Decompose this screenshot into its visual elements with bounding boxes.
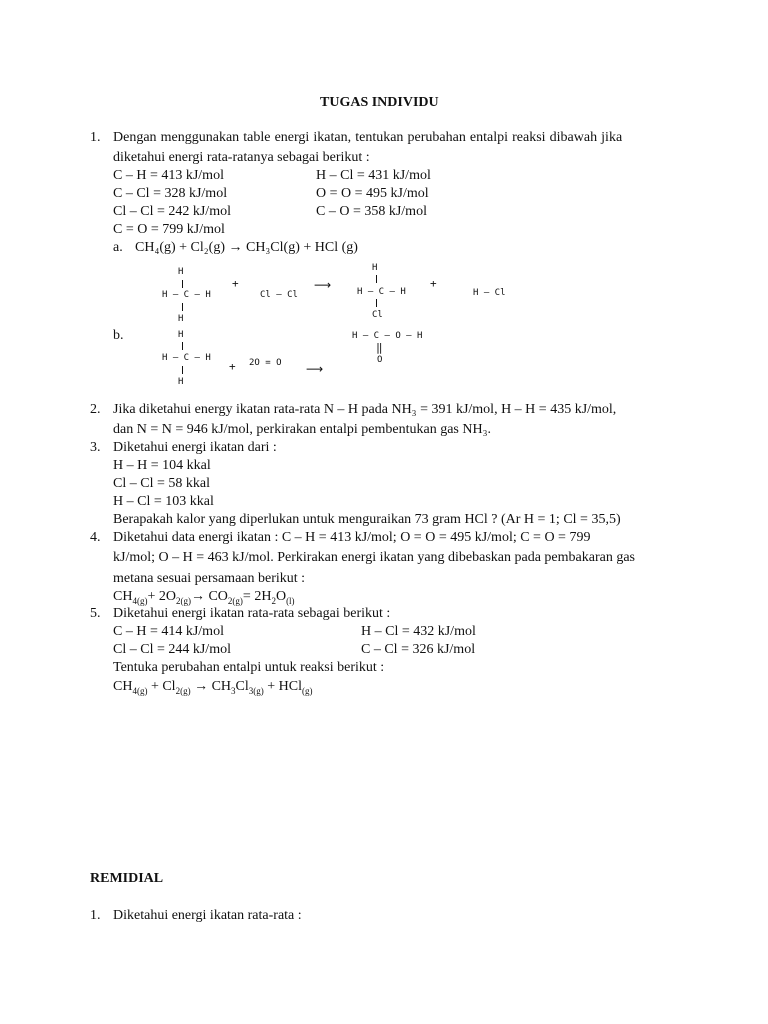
plus-sign-2: +	[430, 277, 437, 290]
methane-hch: H — C — H	[162, 290, 211, 300]
hydrogen-chloride: H — Cl	[473, 288, 506, 298]
remidial-heading: REMIDIAL	[90, 871, 164, 886]
q1-energy-ch: C – H = 413 kJ/mol	[113, 168, 224, 183]
q1-energy-co-double: C = O = 799 kJ/mol	[113, 222, 225, 237]
methane-b-bottom-h: H	[178, 377, 184, 387]
q3-value-hcl: H – Cl = 103 kkal	[113, 494, 214, 509]
q5-number: 5.	[90, 606, 101, 621]
q5-eq-ch3: → CH	[190, 679, 232, 694]
q4-eq-o2-sub: 2(g)	[175, 595, 191, 606]
chloromethane-top-bond	[376, 275, 377, 283]
q4-line3: metana sesuai persamaan berikut :	[113, 571, 306, 586]
q1-line1: Dengan menggunakan table energi ikatan, tentukan perubahan entalpi reaksi dibawah jika	[113, 130, 623, 145]
plus-sign-3: +	[229, 360, 236, 373]
q5-eq-ch4: CH	[113, 679, 133, 694]
q3-line1: Diketahui energi ikatan dari :	[113, 440, 277, 455]
q5-line1: Diketahui energi ikatan rata-rata sebagai berikut :	[113, 606, 391, 621]
q1-energy-clcl: Cl – Cl = 242 kJ/mol	[113, 204, 231, 219]
q4-eq-o2: + 2O	[147, 589, 176, 604]
methane-bottom-bond	[182, 303, 183, 311]
q4-eq-ch4-sub: 4(g)	[132, 595, 148, 606]
q3-number: 3.	[90, 440, 101, 455]
q4-eq-h2o: = 2H	[242, 589, 272, 604]
q1b-label: b.	[113, 328, 124, 343]
q4-eq-ch4: CH	[113, 589, 133, 604]
q5-energy-hcl: H – Cl = 432 kJ/mol	[361, 624, 476, 639]
q3-question: Berapakah kalor yang diperlukan untuk menguraikan 73 gram HCl ? (Ar H = 1; Cl = 35,5)	[113, 512, 621, 527]
q4-line1: Diketahui data energi ikatan : C – H = 413 kJ/mol; O = O = 495 kJ/mol; C = O = 799	[113, 530, 591, 545]
q1-energy-oo: O = O = 495 kJ/mol	[316, 186, 429, 201]
q2-line1: Jika diketahui energy ikatan rata-rata N – H pada NH₃ = 391 kJ/mol, H – H = 435 kJ/mol,	[113, 402, 617, 417]
q1-energy-ccl: C – Cl = 328 kJ/mol	[113, 186, 228, 201]
q4-number: 4.	[90, 530, 101, 545]
q2-number: 2.	[90, 402, 101, 417]
q4-eq-o: O	[275, 589, 287, 604]
q1a-equation: CH₄(g) + Cl₂(g) → CH₃Cl(g) + HCl (g)	[135, 240, 358, 255]
q4-line2: kJ/mol; O – H = 463 kJ/mol. Perkirakan energi ikatan yang dibebaskan pada pembakaran gas	[113, 550, 636, 565]
methane-b-top-h: H	[178, 330, 184, 340]
chloromethane-top-h: H	[372, 263, 378, 273]
page-title: TUGAS INDIVIDU	[320, 95, 439, 110]
q5-eq-ch4-sub: 4(g)	[132, 685, 148, 696]
q5-eq-cl3-sub: 3(g)	[248, 685, 264, 696]
q3-value-hh: H – H = 104 kkal	[113, 458, 211, 473]
chloromethane-hch: H — C — H	[357, 287, 406, 297]
q5-energy-clcl: Cl – Cl = 244 kJ/mol	[113, 642, 231, 657]
methane-b-top-bond	[182, 342, 183, 350]
q1-line2: diketahui energi rata-ratanya sebagai berikut :	[113, 150, 370, 165]
q4-eq-h2-sub: 2	[271, 595, 276, 606]
q5-question: Tentuka perubahan entalpi untuk reaksi berikut :	[113, 660, 385, 675]
chloromethane-bottom-bond	[376, 299, 377, 307]
q2-line2: dan N = N = 946 kJ/mol, perkirakan entalpi pembentukan gas NH₃.	[113, 422, 491, 437]
reaction-arrow-b: ⟶	[306, 362, 324, 376]
methane-top-h: H	[178, 267, 184, 277]
q5-energy-ccl: C – Cl = 326 kJ/mol	[361, 642, 476, 657]
carbonyl-double-bond: ‖	[376, 341, 383, 354]
reaction-arrow-a: ⟶	[314, 278, 332, 292]
chloromethane-cl: Cl	[372, 310, 383, 320]
q4-eq-liquid-sub: (l)	[286, 595, 295, 606]
q5-eq-hcl-sub: (g)	[302, 685, 313, 696]
q5-eq-cl2: + Cl	[147, 679, 176, 694]
chlorine-molecule: Cl — Cl	[260, 290, 298, 300]
q5-eq-hcl: + HCl	[263, 679, 302, 694]
remidial-q1-line1: Diketahui energi ikatan rata-rata :	[113, 908, 302, 923]
q1-number: 1.	[90, 130, 101, 145]
oxygen-molecules: 2O = O	[249, 358, 282, 368]
plus-sign-1: +	[232, 277, 239, 290]
carboxylic-acid-chain: H — C — O – H	[352, 331, 423, 341]
q5-energy-ch: C – H = 414 kJ/mol	[113, 624, 224, 639]
q5-equation	[113, 678, 313, 700]
q4-eq-co2-sub: 2(g)	[227, 595, 243, 606]
q4-eq-co2: → CO	[190, 589, 228, 604]
q3-value-clcl: Cl – Cl = 58 kkal	[113, 476, 210, 491]
methane-b-hch: H — C — H	[162, 353, 211, 363]
remidial-q1-number: 1.	[90, 908, 101, 923]
methane-top-bond	[182, 280, 183, 288]
q1-energy-hcl: H – Cl = 431 kJ/mol	[316, 168, 431, 183]
q5-eq-cl3: Cl	[235, 679, 249, 694]
methane-bottom-h: H	[178, 314, 184, 324]
q1-energy-co: C – O = 358 kJ/mol	[316, 204, 427, 219]
q5-eq-cl2-sub: 2(g)	[175, 685, 191, 696]
q1a-label: a.	[113, 240, 123, 255]
carbonyl-oxygen: O	[377, 355, 383, 365]
q5-eq-ch3-sub: 3	[231, 685, 236, 696]
methane-b-bottom-bond	[182, 366, 183, 374]
